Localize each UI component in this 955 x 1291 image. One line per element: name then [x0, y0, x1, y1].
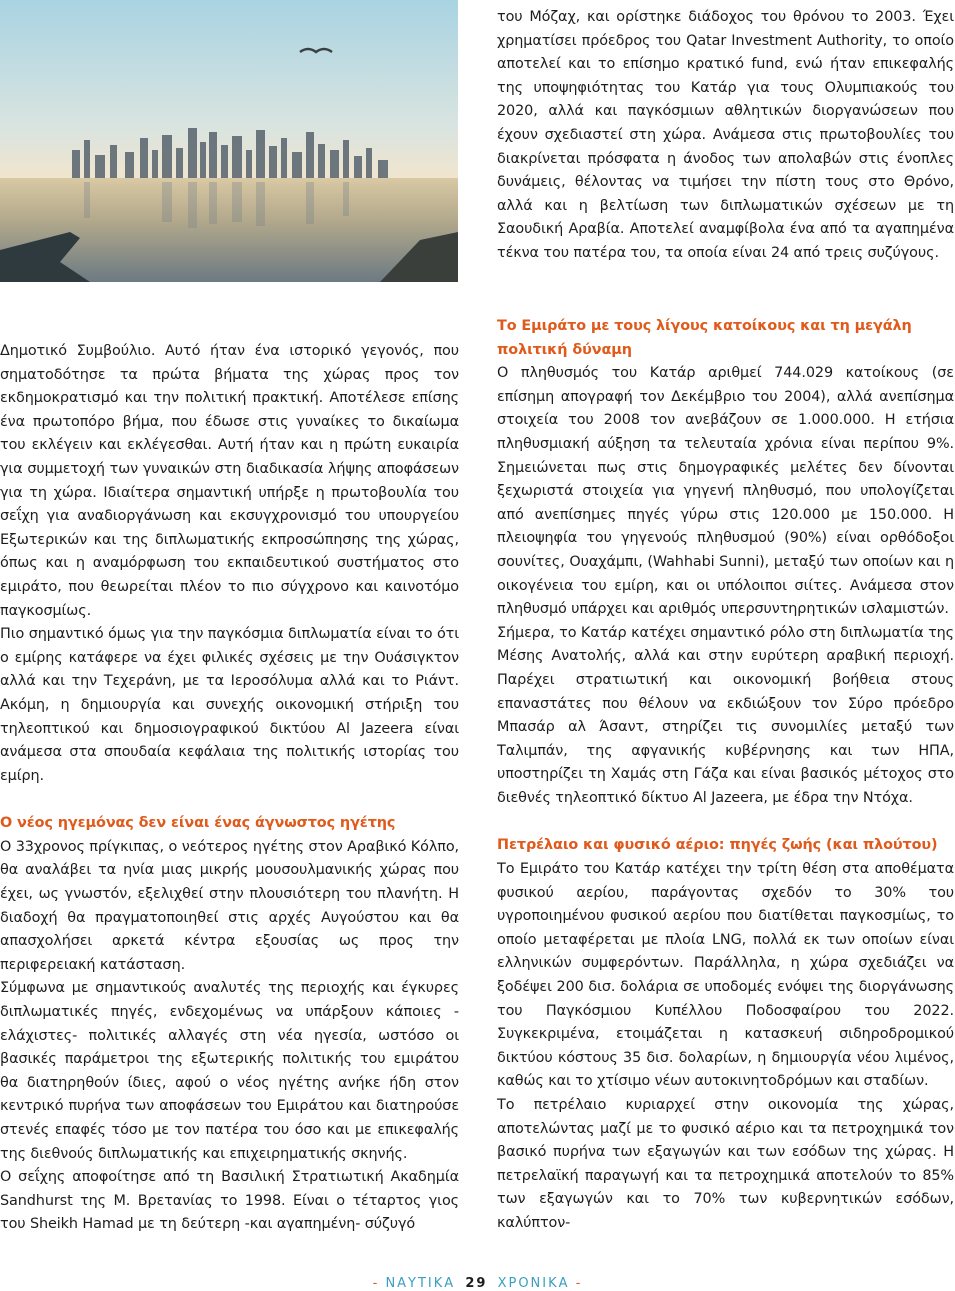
section-heading: Πετρέλαιο και φυσικό αέριο: πηγές ζωής (και πλούτου)	[497, 837, 938, 854]
section-heading: Το Εμιράτο με τους λίγους κατοίκους και τη μεγάλη πολιτική δύναμη	[497, 318, 912, 358]
left-column	[0, 340, 459, 1237]
right-column-bottom	[497, 315, 954, 1236]
paragraph: Το πετρέλαιο κυριαρχεί στην οικονομία της χώρας, αποτελώντας μαζί με το φυσικό αέριο και τα πετροχημικά τον βασικό πυρήνα των εξαγωγών και των εσόδων της χώρας. Η πετρελαϊκή παραγωγή και τα πετροχημικά αποτελούν το 85% των εξαγωγών και το 70% των κυβερνητικών εσόδων, καλύπτον-	[497, 1097, 954, 1231]
paragraph: Το Εμιράτο του Κατάρ κατέχει την τρίτη θέση στα αποθέματα φυσικού αερίου, παράγοντας σχεδόν το 30% του υγροποιημένου φυσικού αερίου που διατίθεται παγκοσμίως, το οποίο μεταφέρεται με πλοία LNG, πολλά εκ των οποίων είναι ελληνικών συμφερόντων. Παράλληλα, η χώρα σχεδιάζει να ξοδέψει 200 δισ. δολάρια σε υποδομές ενόψει της διοργάνωσης του Παγκόσμιου Κυπέλλου Ποδοσφαίρου του 2022. Συγκεκριμένα, ετοιμάζεται η κατασκευή σιδηροδρομικού δικτύου κόστους 35 δισ. δολαρίων, η δημιουργία νέου λιμένος, καθώς και το χτίσιμο νέων αυτοκινητοδρόμων και σταδίων.	[497, 861, 954, 1090]
skyline-photo	[0, 0, 458, 282]
footer-dash: -	[575, 1276, 583, 1291]
paragraph: Ο 33χρονος πρίγκιπας, ο νεότερος ηγέτης στον Αραβικό Κόλπο, θα αναλάβει τα ηνία μιας μικρής μουσουλμανικής χώρας που έχει, ως γνωστόν, εξελιχθεί στην πλουσιότερη του πλανήτη. Η διαδοχή θα πραγματοποιηθεί στις αρχές Αυγούστου και θα απασχολήσει αρκετά κέντρα εξουσίας ως προς την περιφερειακή κατάσταση.	[0, 838, 459, 973]
paragraph: Σύμφωνα με σημαντικούς αναλυτές της περιοχής και έγκυρες διπλωματικές πηγές, ενδεχομένως να υπάρξουν κάποιες - ελάχιστες- πολιτικές αλλαγές στη νέα ηγεσία, ωστόσο οι βασικές παράμετροι της εξωτερικής πολιτικής του εμιράτου θα διατηρηθούν ίδιες, αφού ο νέος ηγέτης ανήκε ήδη στον κεντρικό πυρήνα των αποφάσεων του Εμιράτου και διατηρούσε στενές επαφές τόσο με τον πατέρα του όσο και με επικεφαλής της διεθνούς διπλωματικής και επιχειρηματικής σκηνής.	[0, 980, 459, 1162]
section-heading: Ο νέος ηγεμόνας δεν είναι ένας άγνωστος ηγέτης	[0, 815, 396, 832]
paragraph: Πιο σημαντικό όμως για την παγκόσμια διπλωματία είναι το ότι ο εμίρης κατάφερε να έχει φιλικές σχέσεις με την Ουάσιγκτον αλλά και την Τεχεράνη, με τα Ιεροσόλυμα αλλά και το Ριάντ. Ακόμη, η δημιουργία και συνεχής οικονομική στήριξη του τηλεοπτικού και δημοσιογραφικού δικτύου Al Jazeera είναι ανάμεσα στα σπουδαία κεφάλαια της πολιτικής ιστορίας του εμίρη.	[0, 626, 459, 784]
paragraph: Ο σεΐχης αποφοίτησε από τη Βασιλική Στρατιωτική Ακαδημία Sandhurst της Μ. Βρετανίας το 1998. Είναι ο τέταρτος γιος του Sheikh Hamad με τη δεύτερη -και αγαπημένη- σύζυγό	[0, 1169, 459, 1233]
footer-magazine-word: ΝΑΥΤΙΚΑ	[385, 1276, 456, 1291]
paragraph: Σήμερα, το Κατάρ κατέχει σημαντικό ρόλο στη διπλωματία της Μέσης Ανατολής, αλλά και στην ευρύτερη αραβική περιοχή. Παρέχει στρατιωτική και οικονομική βοήθεια στους επαναστάτες που θέλουν να εκδιώξουν τον Σύρο πρόεδρο Μπασάρ αλ Άσαντ, στηρίζει τις συνομιλίες μεταξύ των Ταλιμπάν, της αφγανικής κυβέρνησης και των ΗΠΑ, υποστηρίζει τη Χαμάς στη Γάζα και είναι βασικός μέτοχος στο διεθνές τηλεοπτικό δίκτυο Al Jazeera, με έδρα την Ντόχα.	[497, 624, 954, 806]
paragraph: Ο πληθυσμός του Κατάρ αριθμεί 744.029 κατοίκους (σε επίσημη απογραφή τον Δεκέμβριο του 2004), αλλά ανεπίσημα στοιχεία του 2008 τον ανεβάζουν σε 1.000.000. Η ετήσια πληθυσμιακή αύξηση τα τελευταία χρόνια είναι περίπου 9%. Σημειώνεται πως στις δημογραφικές μελέτες δεν δίνονται ξεχωριστά στοιχεία για γηγενή πληθυσμό, που υπολογίζεται από ανεπίσημες πηγές γύρω στις 120.000 με 150.000. Η πλειοψηφία του γηγενούς πληθυσμού (90%) είναι ορθόδοξοι σουνίτες, Ουαχάμπι, (Wahhabi Sunni), μεταξύ των οποίων και η οικογένεια του εμίρη, και οι υπόλοιποι σιίτες. Ανάμεσα στον πληθυσμό υπάρχει και αριθμός υπερσυντηρητικών ισλαμιστών.	[497, 365, 954, 618]
footer-dash: -	[372, 1276, 380, 1291]
page-number: 29	[465, 1276, 488, 1291]
paragraph: του Μόζαχ, και ορίστηκε διάδοχος του θρόνου το 2003. Έχει χρηματίσει πρόεδρος του Qatar Investment Authority, το οποίο αποτελεί και το επίσημο κρατικό fund, ενώ ήταν επικεφαλής της υποψηφιότητας του Κατάρ για τους Ολυμπιακούς του 2020, αλλά και παγκόσμιων αθλητικών διοργανώσεων που έχουν σχεδιαστεί στη χώρα. Ανάμεσα στις πρωτοβουλίες του διακρίνεται πρόσφατα η άνοδος των απολαβών στις ένοπλες δυνάμεις, θέλοντας να τιμήσει την πίστη τους στο Θρόνο, αλλά και η βελτίωση των διπλωματικών σχέσεων με τη Σαουδική Αραβία. Αποτελεί αναμφίβολα ένα από τα αγαπημένα τέκνα του πατέρα του, τα οποία είναι 24 από τρεις συζύγους.	[497, 9, 954, 261]
page-footer	[0, 1276, 955, 1291]
skyline-illustration	[0, 0, 458, 282]
right-column-top	[497, 6, 954, 266]
footer-magazine-word: ΧΡΟΝΙΚΑ	[497, 1276, 570, 1291]
paragraph: Δημοτικό Συμβούλιο. Αυτό ήταν ένα ιστορικό γεγονός, που σηματοδότησε τα πρώτα βήματα της χώρας προς τον εκδημοκρατισμό και την πολιτική πρακτική. Αποτέλεσε επίσης ένα πρωτοπόρο βήμα, που έδωσε στις γυναίκες το δικαίωμα του εκλέγειν και εκλέγεσθαι. Αυτή ήταν και η πρώτη ευκαιρία για συμμετοχή των γυναικών στη διαδικασία λήψης αποφάσεων για τη χώρα. Ιδιαίτερα σημαντική υπήρξε η πρωτοβουλία του σεΐχη για αναδιοργάνωση και εκσυγχρονισμό του υπουργείου Εξωτερικών και της διπλωματικής εκπροσώπησης της χώρας, όπως και η αναμόρφωση του εκπαιδευτικού συστήματος στο εμιράτο, που θεωρείται πλέον το πιο σύγχρονο και καινοτόμο παγκοσμίως.	[0, 343, 459, 619]
